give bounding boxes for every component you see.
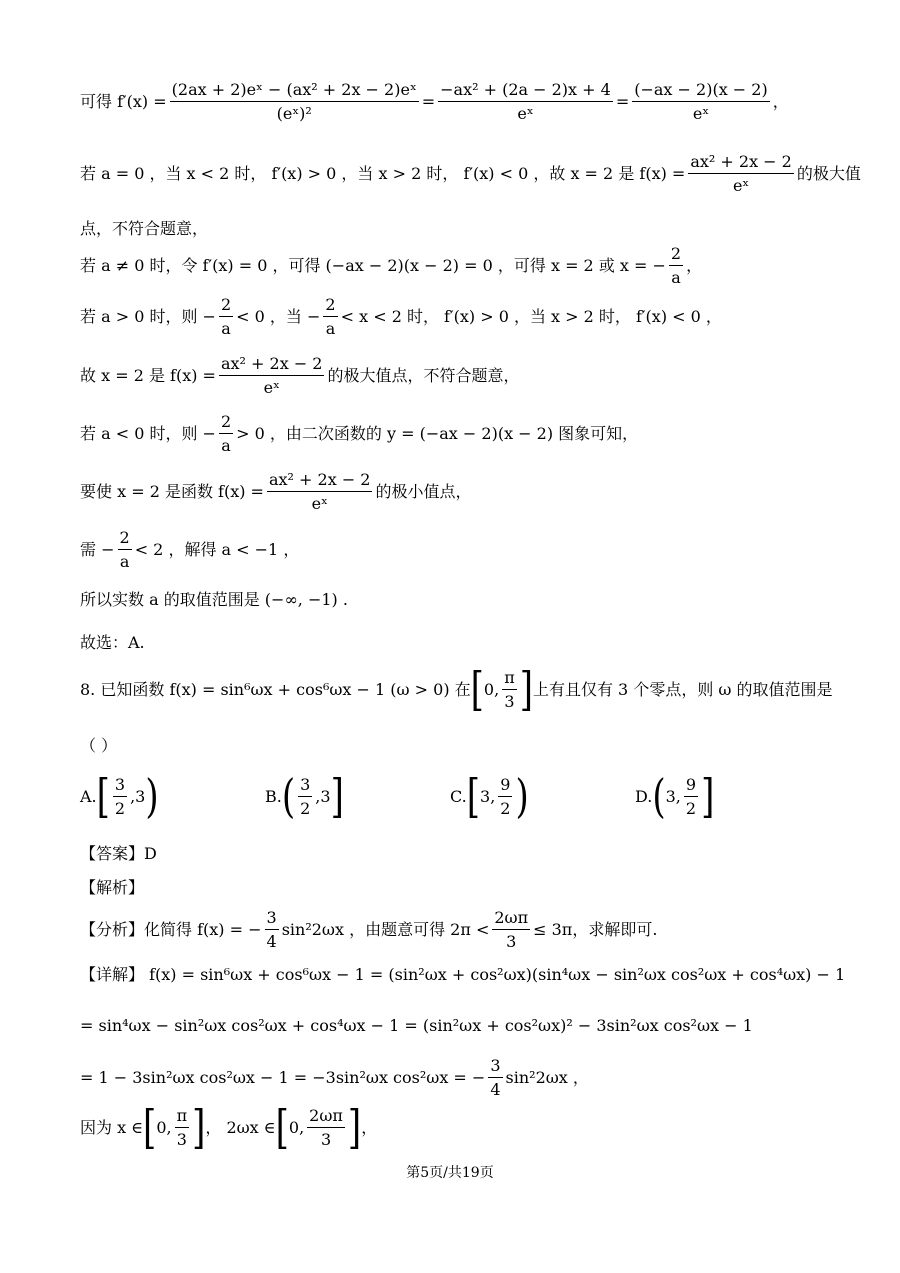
denominator: 3 — [506, 932, 517, 952]
text-segment: 若 a = 0 ，当 x < 2 时， f′(x) > 0 ，当 x > 2 时， f′(x) < 0 ，故 x = 2 是 f(x) = — [80, 164, 686, 184]
denominator: 3 — [504, 692, 515, 712]
fraction — [265, 908, 279, 951]
text-segment: 因为 x ∈ — [80, 1118, 144, 1138]
text-segment: ， — [686, 256, 703, 276]
bracket-left: ( — [281, 769, 296, 824]
text-segment: 故选：A. — [80, 633, 145, 652]
numerator: 2 — [219, 295, 233, 317]
denominator: eˣ — [517, 104, 534, 124]
bracket-right: ] — [347, 1100, 362, 1155]
text-segment: 【详解】 f(x) = sin⁶ωx + cos⁶ωx − 1 = (sin²ωx + cos²ωx)(sin⁴ωx − sin²ωx cos²ωx + cos⁴ωx) − 1 — [80, 965, 846, 984]
option-label: B. — [265, 787, 282, 807]
text-segment: ， — [772, 92, 789, 112]
numerator: π — [502, 668, 517, 690]
fraction — [438, 80, 613, 123]
fraction — [298, 775, 312, 818]
text-segment: 若 a > 0 时，则 − — [80, 307, 216, 327]
fraction — [175, 1106, 190, 1149]
bracket-right: ) — [515, 769, 529, 824]
fraction — [492, 908, 530, 951]
bracket-right: ] — [519, 662, 533, 717]
numerator: 3 — [488, 1056, 502, 1078]
min-point-line — [80, 470, 840, 513]
detail-line-4 — [80, 1100, 840, 1155]
bracket-right: ] — [330, 769, 344, 824]
text-segment: 故 x = 2 是 f(x) = — [80, 366, 216, 386]
text-segment: 0, — [156, 1118, 172, 1138]
bracket-left: [ — [143, 1100, 157, 1155]
option-label: C. — [450, 787, 467, 807]
text-segment: 【分析】化简得 f(x) = − — [80, 920, 262, 940]
text-segment: 0, — [483, 680, 500, 700]
option-label: D. — [635, 787, 653, 807]
denominator: 3 — [320, 1130, 332, 1150]
text-segment: 点，不符合题意， — [80, 219, 209, 238]
text-segment: sin²2ωx ， — [505, 1068, 589, 1088]
text-segment: 的极大值点，不符合题意， — [327, 366, 520, 386]
analysis-heading — [80, 878, 840, 897]
text-segment: 3, — [665, 787, 681, 807]
bracket-left: [ — [470, 662, 484, 717]
answer-choice-line — [80, 633, 840, 652]
case-a-zero-line — [80, 152, 861, 196]
denominator: 2 — [300, 799, 311, 819]
fraction — [219, 412, 233, 455]
fraction — [488, 1056, 502, 1099]
numerator: 9 — [684, 775, 698, 797]
fraction — [219, 354, 325, 397]
text-segment: = sin⁴ωx − sin²ωx cos²ωx + cos⁴ωx − 1 = (sin²ωx + cos²ωx)² − 3sin²ωx cos²ωx − 1 — [80, 1016, 753, 1035]
fraction — [688, 152, 794, 195]
denominator: a — [221, 319, 231, 339]
options-row — [80, 769, 840, 825]
fraction — [669, 244, 683, 287]
denominator: 2 — [685, 799, 697, 819]
denominator: eˣ — [732, 176, 750, 196]
numerator: −ax² + (2a − 2)x + 4 — [438, 80, 613, 102]
option-b[interactable] — [265, 769, 344, 824]
text-segment: ,3 — [130, 787, 146, 807]
numerator: 2 — [219, 412, 233, 434]
bracket-right: ] — [701, 769, 715, 824]
denominator: a — [119, 552, 130, 572]
numerator: 3 — [113, 775, 127, 797]
denominator: eˣ — [311, 494, 328, 514]
fraction — [113, 775, 127, 818]
denominator: 4 — [490, 1080, 501, 1100]
fraction — [219, 295, 233, 338]
bracket-left: ( — [652, 769, 666, 824]
option-d[interactable] — [635, 769, 715, 824]
numerator: ax² + 2x − 2 — [219, 354, 325, 376]
fraction — [118, 528, 132, 571]
denominator: a — [671, 268, 681, 288]
text-segment: ≤ 3π，求解即可. — [533, 920, 658, 940]
analysis-summary-line — [80, 908, 840, 951]
fraction — [502, 668, 517, 711]
option-c[interactable] — [450, 769, 529, 824]
numerator: 3 — [298, 775, 312, 797]
bracket-left: [ — [466, 769, 481, 824]
case-a-positive-line — [80, 295, 840, 338]
numerator: 2 — [669, 244, 683, 266]
answer-blank — [80, 736, 840, 755]
detail-line-1 — [80, 965, 846, 984]
numerator: ax² + 2x − 2 — [688, 152, 794, 174]
option-a[interactable] — [80, 769, 159, 824]
text-segment: = 1 − 3sin²ωx cos²ωx − 1 = −3sin²ωx cos²ωx = − — [80, 1068, 486, 1088]
denominator: a — [325, 319, 336, 339]
detail-line-2 — [80, 1016, 840, 1035]
denominator: a — [221, 436, 231, 456]
denominator: 3 — [176, 1130, 187, 1150]
text-segment: sin²2ωx ，由题意可得 2π < — [281, 920, 490, 940]
text-segment: 0, — [288, 1118, 305, 1138]
numerator: 3 — [265, 908, 279, 930]
text-segment: 8. 已知函数 f(x) = sin⁶ωx + cos⁶ωx − 1 (ω > 0) 在 — [80, 680, 471, 700]
text-segment: < 2 ，解得 a < −1 ， — [134, 540, 300, 560]
text-segment: 上有且仅有 3 个零点，则 ω 的取值范围是 — [532, 680, 833, 700]
bracket-left: [ — [96, 769, 110, 824]
fraction — [498, 775, 512, 818]
text-segment: ,3 — [315, 787, 331, 807]
denominator: 4 — [266, 932, 277, 952]
question-8-stem — [80, 662, 840, 717]
equals-sign: = — [615, 92, 630, 112]
bracket-left: [ — [275, 1100, 289, 1155]
numerator: (−ax − 2)(x − 2) — [632, 80, 769, 102]
text-segment: 的极大值 — [796, 164, 861, 184]
denominator: 2 — [500, 799, 511, 819]
numerator: 2 — [118, 528, 132, 550]
fraction — [267, 470, 373, 513]
case-a-nonzero-line — [80, 244, 840, 287]
option-label: A. — [80, 787, 97, 807]
case-a-negative-line — [80, 412, 840, 455]
fraction — [307, 1106, 345, 1149]
text-segment: < 0 ，当 − — [236, 307, 321, 327]
text-segment: 的极小值点， — [375, 482, 472, 502]
text-segment: ， — [361, 1118, 378, 1138]
text-segment: 若 a ≠ 0 时，令 f′(x) = 0 ，可得 (−ax − 2)(x − 2) = 0 ，可得 x = 2 或 x = − — [80, 256, 666, 276]
denominator: (eˣ)² — [276, 104, 312, 124]
text-segment: < x < 2 时， f′(x) > 0 ，当 x > 2 时， f′(x) < 0 ， — [340, 307, 722, 327]
max-point-line — [80, 354, 840, 397]
text-segment: 要使 x = 2 是函数 f(x) = — [80, 482, 264, 502]
fraction — [323, 295, 337, 338]
range-conclusion-line — [80, 590, 840, 609]
page-footer: 第5页/共19页 — [406, 1165, 494, 1181]
text-segment: 可得 f′(x) = — [80, 92, 167, 112]
numerator: 2ωπ — [307, 1106, 345, 1128]
inequality-line — [80, 528, 840, 571]
text-line — [80, 219, 840, 238]
derivative-line — [80, 80, 840, 123]
text-segment: > 0 ，由二次函数的 y = (−ax − 2)(x − 2) 图象可知， — [236, 424, 639, 444]
denominator: eˣ — [263, 378, 280, 398]
detail-line-3 — [80, 1056, 840, 1099]
numerator: π — [175, 1106, 190, 1128]
numerator: 2 — [323, 295, 337, 317]
answer-line — [80, 844, 840, 863]
denominator: 2 — [114, 799, 126, 819]
numerator: (2ax + 2)eˣ − (ax² + 2x − 2)eˣ — [170, 80, 419, 102]
fraction — [170, 80, 419, 123]
text-segment: 所以实数 a 的取值范围是 (−∞, −1) . — [80, 590, 348, 609]
text-segment: 需 − — [80, 540, 115, 560]
text-segment: ， 2ωx ∈ — [205, 1118, 276, 1138]
numerator: 2ωπ — [492, 908, 530, 930]
bracket-right: ) — [145, 769, 159, 824]
fraction — [632, 80, 769, 123]
text-segment: 【解析】 — [80, 878, 145, 897]
bracket-right: ] — [192, 1100, 206, 1155]
numerator: 9 — [498, 775, 512, 797]
fraction — [684, 775, 698, 818]
denominator: eˣ — [692, 104, 710, 124]
text-segment: 【答案】D — [80, 844, 157, 863]
text-segment: （ ） — [80, 736, 118, 755]
text-segment: 3, — [480, 787, 496, 807]
numerator: ax² + 2x − 2 — [267, 470, 373, 492]
text-segment: 若 a < 0 时，则 − — [80, 424, 216, 444]
equals-sign: = — [421, 92, 436, 112]
